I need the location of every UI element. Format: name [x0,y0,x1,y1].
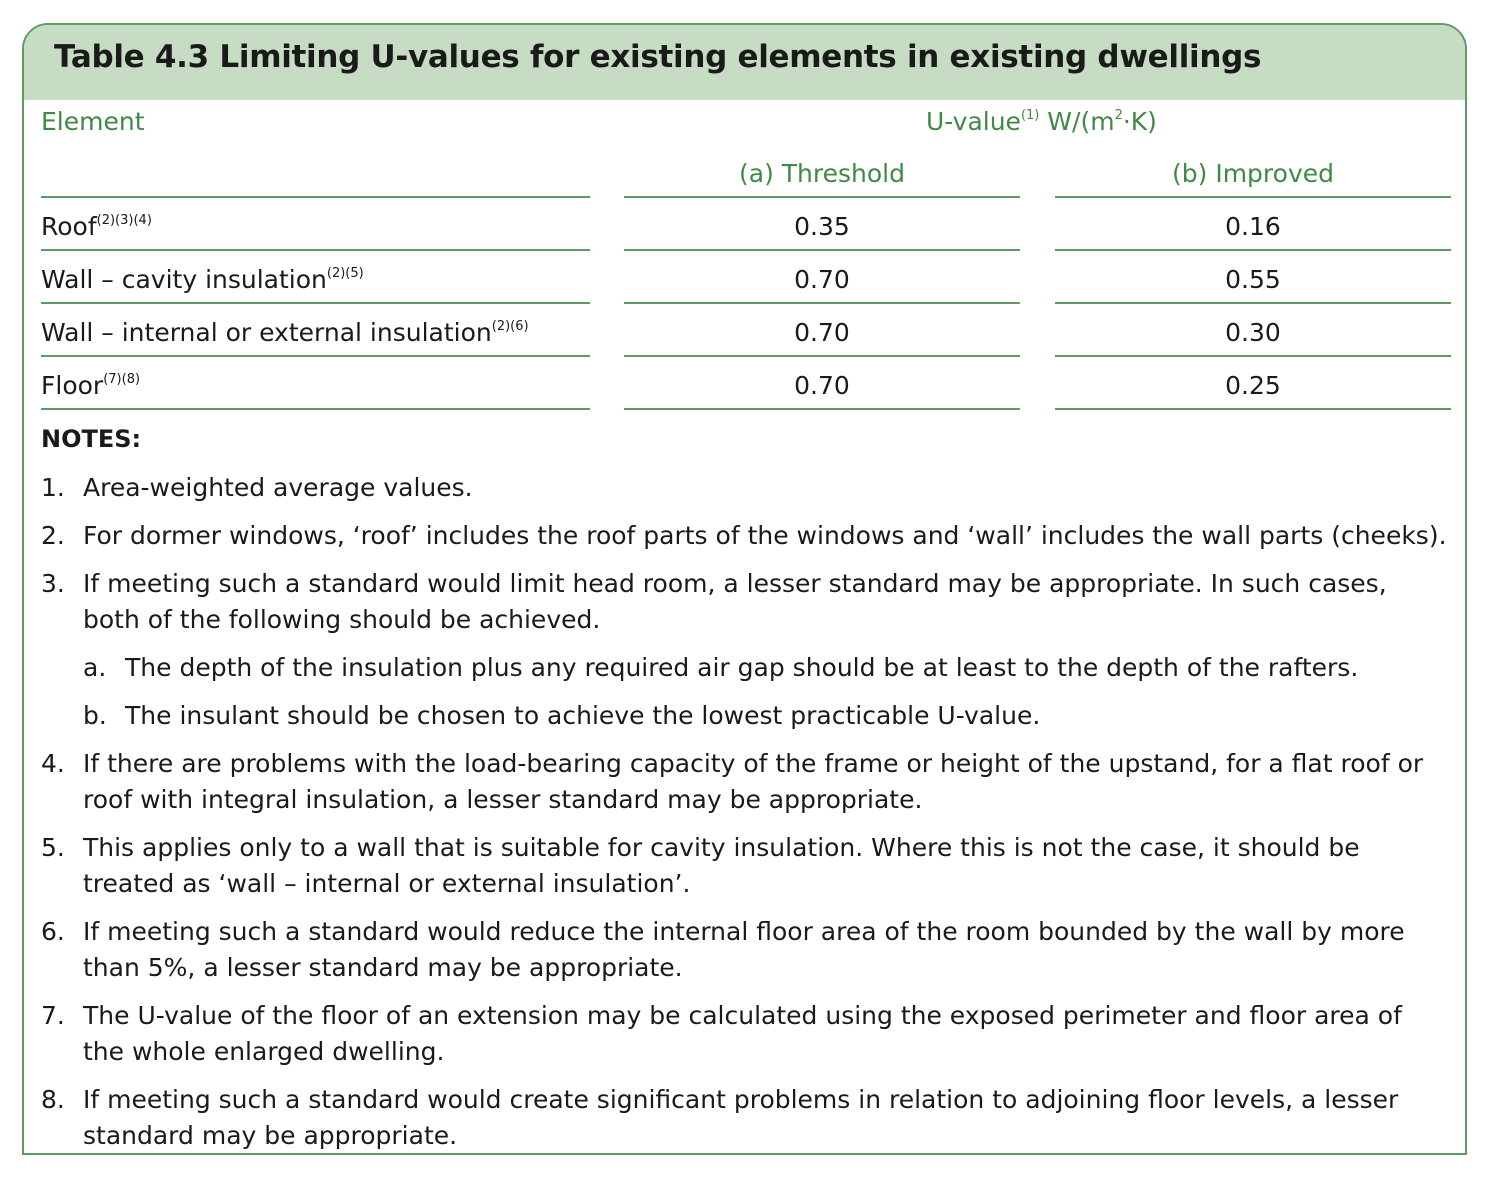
header-uvalue-unit-end: ·K) [1122,107,1157,136]
rule-row1-element [41,249,590,251]
rule-header-improved [1055,196,1451,198]
rule-row1-improved [1055,249,1451,251]
note-number: 2. [41,521,65,550]
row-wall-cavity-threshold: 0.70 [794,265,850,294]
note-number: 1. [41,473,65,502]
row-roof-footnotes: (2)(3)(4) [96,213,152,228]
rule-row4-threshold [624,408,1020,410]
note-text: The insulant should be chosen to achieve the lowest practicable U-value. [125,701,1041,730]
notes-heading: NOTES: [41,425,142,453]
row-floor-label: Floor [41,371,104,400]
row-wall-internal-threshold: 0.70 [794,318,850,347]
row-wall-internal-label: Wall – internal or external insulation [41,318,492,347]
rule-row1-threshold [624,249,1020,251]
row-wall-cavity-footnotes: (2)(5) [326,266,364,281]
row-wall-internal-element [41,318,529,347]
note-number: 5. [41,833,65,862]
rule-header-element [41,196,590,198]
row-wall-internal-improved: 0.30 [1225,318,1281,347]
note-number: 8. [41,1085,65,1114]
rule-row2-improved [1055,302,1451,304]
note-number: 3. [41,569,65,598]
note-text: For dormer windows, ‘roof’ includes the roof parts of the windows and ‘wall’ includes the wall parts (cheeks). [83,521,1447,550]
header-uvalue-unit-exponent: 2 [1114,108,1123,123]
note-text: The depth of the insulation plus any required air gap should be at least to the depth of the rafters. [125,653,1359,682]
header-uvalue-label: U-value [926,107,1021,136]
note-text: If meeting such a standard would create significant problems in relation to adjoining floor levels, a lesser standard may be appropriate. [83,1085,1399,1150]
row-roof-element [41,212,152,241]
note-number: 7. [41,1001,65,1030]
row-floor-footnotes: (7)(8) [103,372,141,387]
header-uvalue-footnote: (1) [1020,108,1040,123]
note-text: If meeting such a standard would limit head room, a lesser standard may be appropriate. In such cases, both of the following should be achieved. [83,569,1387,634]
table-title: Table 4.3 Limiting U-values for existing elements in existing dwellings [54,39,1262,75]
note-number: a. [83,653,107,682]
row-floor-element [41,371,140,400]
row-wall-cavity-element [41,265,364,294]
header-uvalue [926,107,1157,136]
note-text: The U-value of the floor of an extension may be calculated using the exposed perimeter and floor area of the whole enlarged dwelling. [83,1001,1402,1066]
row-wall-internal-footnotes: (2)(6) [491,319,529,334]
header-threshold: (a) Threshold [739,159,905,188]
note-text: If meeting such a standard would reduce the internal floor area of the room bounded by the wall by more than 5%, a lesser standard may be appropriate. [83,917,1405,982]
row-roof-threshold: 0.35 [794,212,850,241]
rule-row2-threshold [624,302,1020,304]
row-roof-label: Roof [41,212,97,241]
header-element: Element [41,107,145,136]
note-number: 4. [41,749,65,778]
title-bar [24,25,1465,100]
header-uvalue-unit: W/(m [1039,107,1115,136]
note-number: 6. [41,917,65,946]
note-text: This applies only to a wall that is suitable for cavity insulation. Where this is not the case, it should be treated as ‘wall – internal or external insulation’. [83,833,1360,898]
note-text: Area-weighted average values. [83,473,473,502]
note-number: b. [83,701,107,730]
header-improved: (b) Improved [1172,159,1334,188]
rule-row4-element [41,408,590,410]
rule-row4-improved [1055,408,1451,410]
note-text: If there are problems with the load-bearing capacity of the frame or height of the upstand, for a flat roof or roof with integral insulation, a lesser standard may be appropriate. [83,749,1424,814]
rule-row3-threshold [624,355,1020,357]
rule-header-threshold [624,196,1020,198]
row-floor-improved: 0.25 [1225,371,1281,400]
table-panel [22,23,1467,1155]
row-wall-cavity-improved: 0.55 [1225,265,1281,294]
row-wall-cavity-label: Wall – cavity insulation [41,265,327,294]
row-floor-threshold: 0.70 [794,371,850,400]
rule-row3-improved [1055,355,1451,357]
row-roof-improved: 0.16 [1225,212,1281,241]
rule-row3-element [41,355,590,357]
rule-row2-element [41,302,590,304]
